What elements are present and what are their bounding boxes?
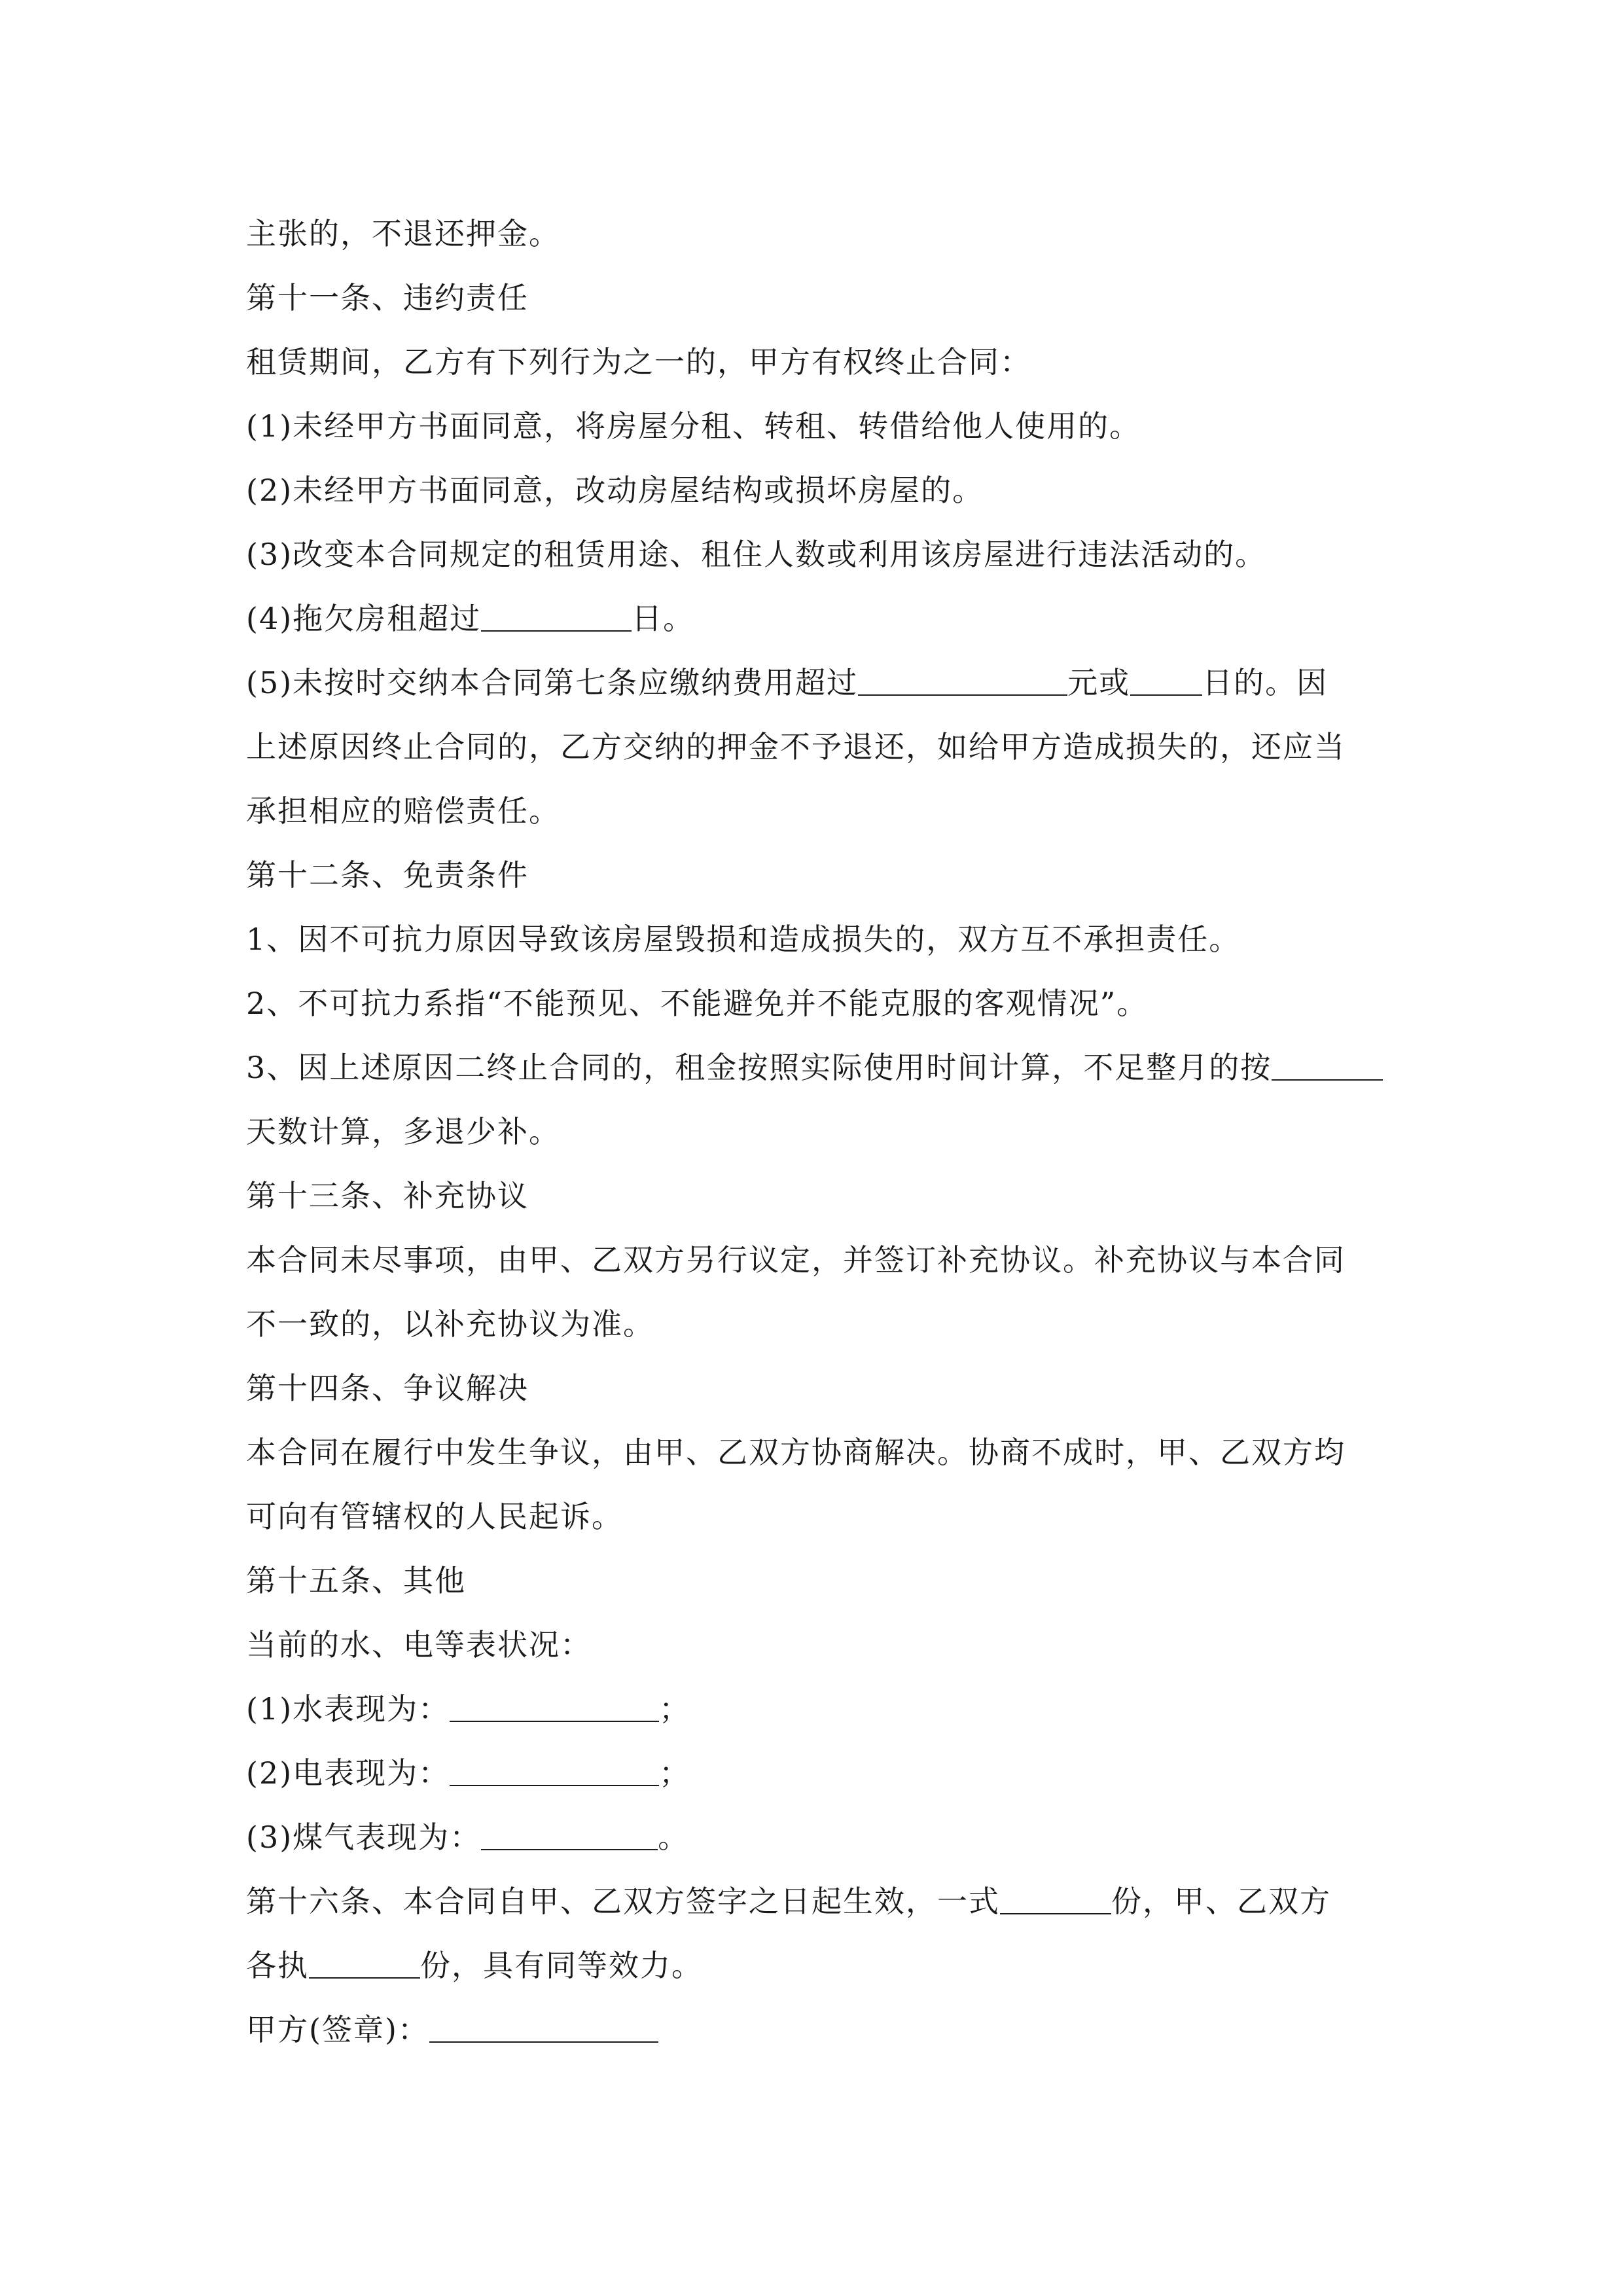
- fill-in-blank[interactable]: [1000, 1883, 1111, 1914]
- line-text: ；: [659, 1691, 691, 1727]
- line-text: 份，具有同等效力。: [420, 1948, 703, 1983]
- line-text: (3)改变本合同规定的租赁用途、租住人数或利用该房屋进行违法活动的。: [246, 537, 1267, 572]
- text-line: [246, 971, 1385, 1035]
- fill-in-blank[interactable]: [858, 664, 1067, 696]
- line-text: (5)未按时交纳本合同第七条应缴纳费用超过: [246, 665, 859, 700]
- text-line: [246, 1356, 1385, 1420]
- text-line: [246, 202, 1385, 266]
- line-text: 3、因上述原因二终止合同的，租金按照实际使用时间计算，不足整月的按: [246, 1050, 1272, 1085]
- text-line: [246, 1613, 1385, 1677]
- text-line: [246, 266, 1385, 330]
- line-text: 本合同未尽事项，由甲、乙双方另行议定，并签订补充协议。补充协议与本合同: [246, 1242, 1346, 1278]
- line-text: 日。: [632, 601, 695, 636]
- text-line: [246, 651, 1385, 715]
- fill-in-blank[interactable]: [429, 2011, 658, 2043]
- line-text: 甲方(签章)：: [246, 2012, 429, 2047]
- fill-in-blank[interactable]: [1272, 1049, 1383, 1081]
- fill-in-blank[interactable]: [1130, 664, 1202, 696]
- text-line: [246, 1484, 1385, 1549]
- text-line: [246, 458, 1385, 522]
- line-text: 各执: [246, 1948, 309, 1983]
- fill-in-blank[interactable]: [481, 600, 632, 632]
- line-text: 第十三条、补充协议: [246, 1178, 529, 1213]
- line-text: 天数计算，多退少补。: [246, 1114, 560, 1149]
- line-text: (4)拖欠房租超过: [246, 601, 482, 636]
- text-line: [246, 330, 1385, 394]
- text-line: [246, 1805, 1385, 1869]
- line-text: 日的。因: [1202, 665, 1329, 700]
- line-text: 可向有管辖权的人民起诉。: [246, 1499, 623, 1534]
- text-line: [246, 1228, 1385, 1292]
- line-text: 2、不可抗力系指“不能预见、不能避免并不能克服的客观情况”。: [246, 986, 1149, 1021]
- line-text: 第十四条、争议解决: [246, 1371, 529, 1406]
- line-text: 本合同在履行中发生争议，由甲、乙双方协商解决。协商不成时，甲、乙双方均: [246, 1435, 1346, 1470]
- text-line: [246, 1420, 1385, 1484]
- line-text: (1)水表现为：: [246, 1691, 450, 1727]
- text-line: [246, 1741, 1385, 1805]
- line-text: 1、因不可抗力原因导致该房屋毁损和造成损失的，双方互不承担责任。: [246, 922, 1241, 957]
- line-text: 第十五条、其他: [246, 1563, 466, 1598]
- text-line: [246, 907, 1385, 971]
- line-text: (1)未经甲方书面同意，将房屋分租、转租、转借给他人使用的。: [246, 408, 1141, 444]
- line-text: 。: [658, 1820, 690, 1855]
- line-text: 第十二条、免责条件: [246, 857, 529, 893]
- text-line: [246, 1164, 1385, 1228]
- fill-in-blank[interactable]: [481, 1819, 658, 1850]
- fill-in-blank[interactable]: [450, 1691, 659, 1722]
- text-line: [246, 1933, 1385, 1998]
- text-line: [246, 1869, 1385, 1933]
- text-line: [246, 1035, 1385, 1100]
- text-line: [246, 1549, 1385, 1613]
- text-line: [246, 843, 1385, 907]
- text-line: [246, 586, 1385, 651]
- line-text: (2)电表现为：: [246, 1755, 450, 1791]
- text-line: [246, 1292, 1385, 1356]
- line-text: 不一致的，以补充协议为准。: [246, 1306, 654, 1342]
- document-page: [246, 202, 1385, 2062]
- line-text: 承担相应的赔偿责任。: [246, 793, 560, 829]
- text-line: [246, 715, 1385, 779]
- text-line: [246, 394, 1385, 458]
- text-line: [246, 522, 1385, 586]
- fill-in-blank[interactable]: [450, 1755, 659, 1786]
- line-text: (2)未经甲方书面同意，改动房屋结构或损坏房屋的。: [246, 473, 984, 508]
- text-line: [246, 1100, 1385, 1164]
- fill-in-blank[interactable]: [309, 1947, 420, 1979]
- line-text: 主张的，不退还押金。: [246, 216, 560, 251]
- line-text: 当前的水、电等表状况：: [246, 1627, 592, 1662]
- text-line: [246, 1998, 1385, 2062]
- text-line: [246, 779, 1385, 843]
- line-text: 租赁期间，乙方有下列行为之一的，甲方有权终止合同：: [246, 344, 1031, 380]
- line-text: ；: [659, 1755, 691, 1791]
- line-text: 第十六条、本合同自甲、乙双方签字之日起生效，一式: [246, 1884, 1000, 1919]
- text-line: [246, 1677, 1385, 1741]
- line-text: 份，甲、乙双方: [1111, 1884, 1331, 1919]
- line-text: 上述原因终止合同的，乙方交纳的押金不予退还，如给甲方造成损失的，还应当: [246, 729, 1346, 764]
- line-text: 第十一条、违约责任: [246, 280, 529, 315]
- line-text: 元或: [1067, 665, 1131, 700]
- line-text: (3)煤气表现为：: [246, 1820, 482, 1855]
